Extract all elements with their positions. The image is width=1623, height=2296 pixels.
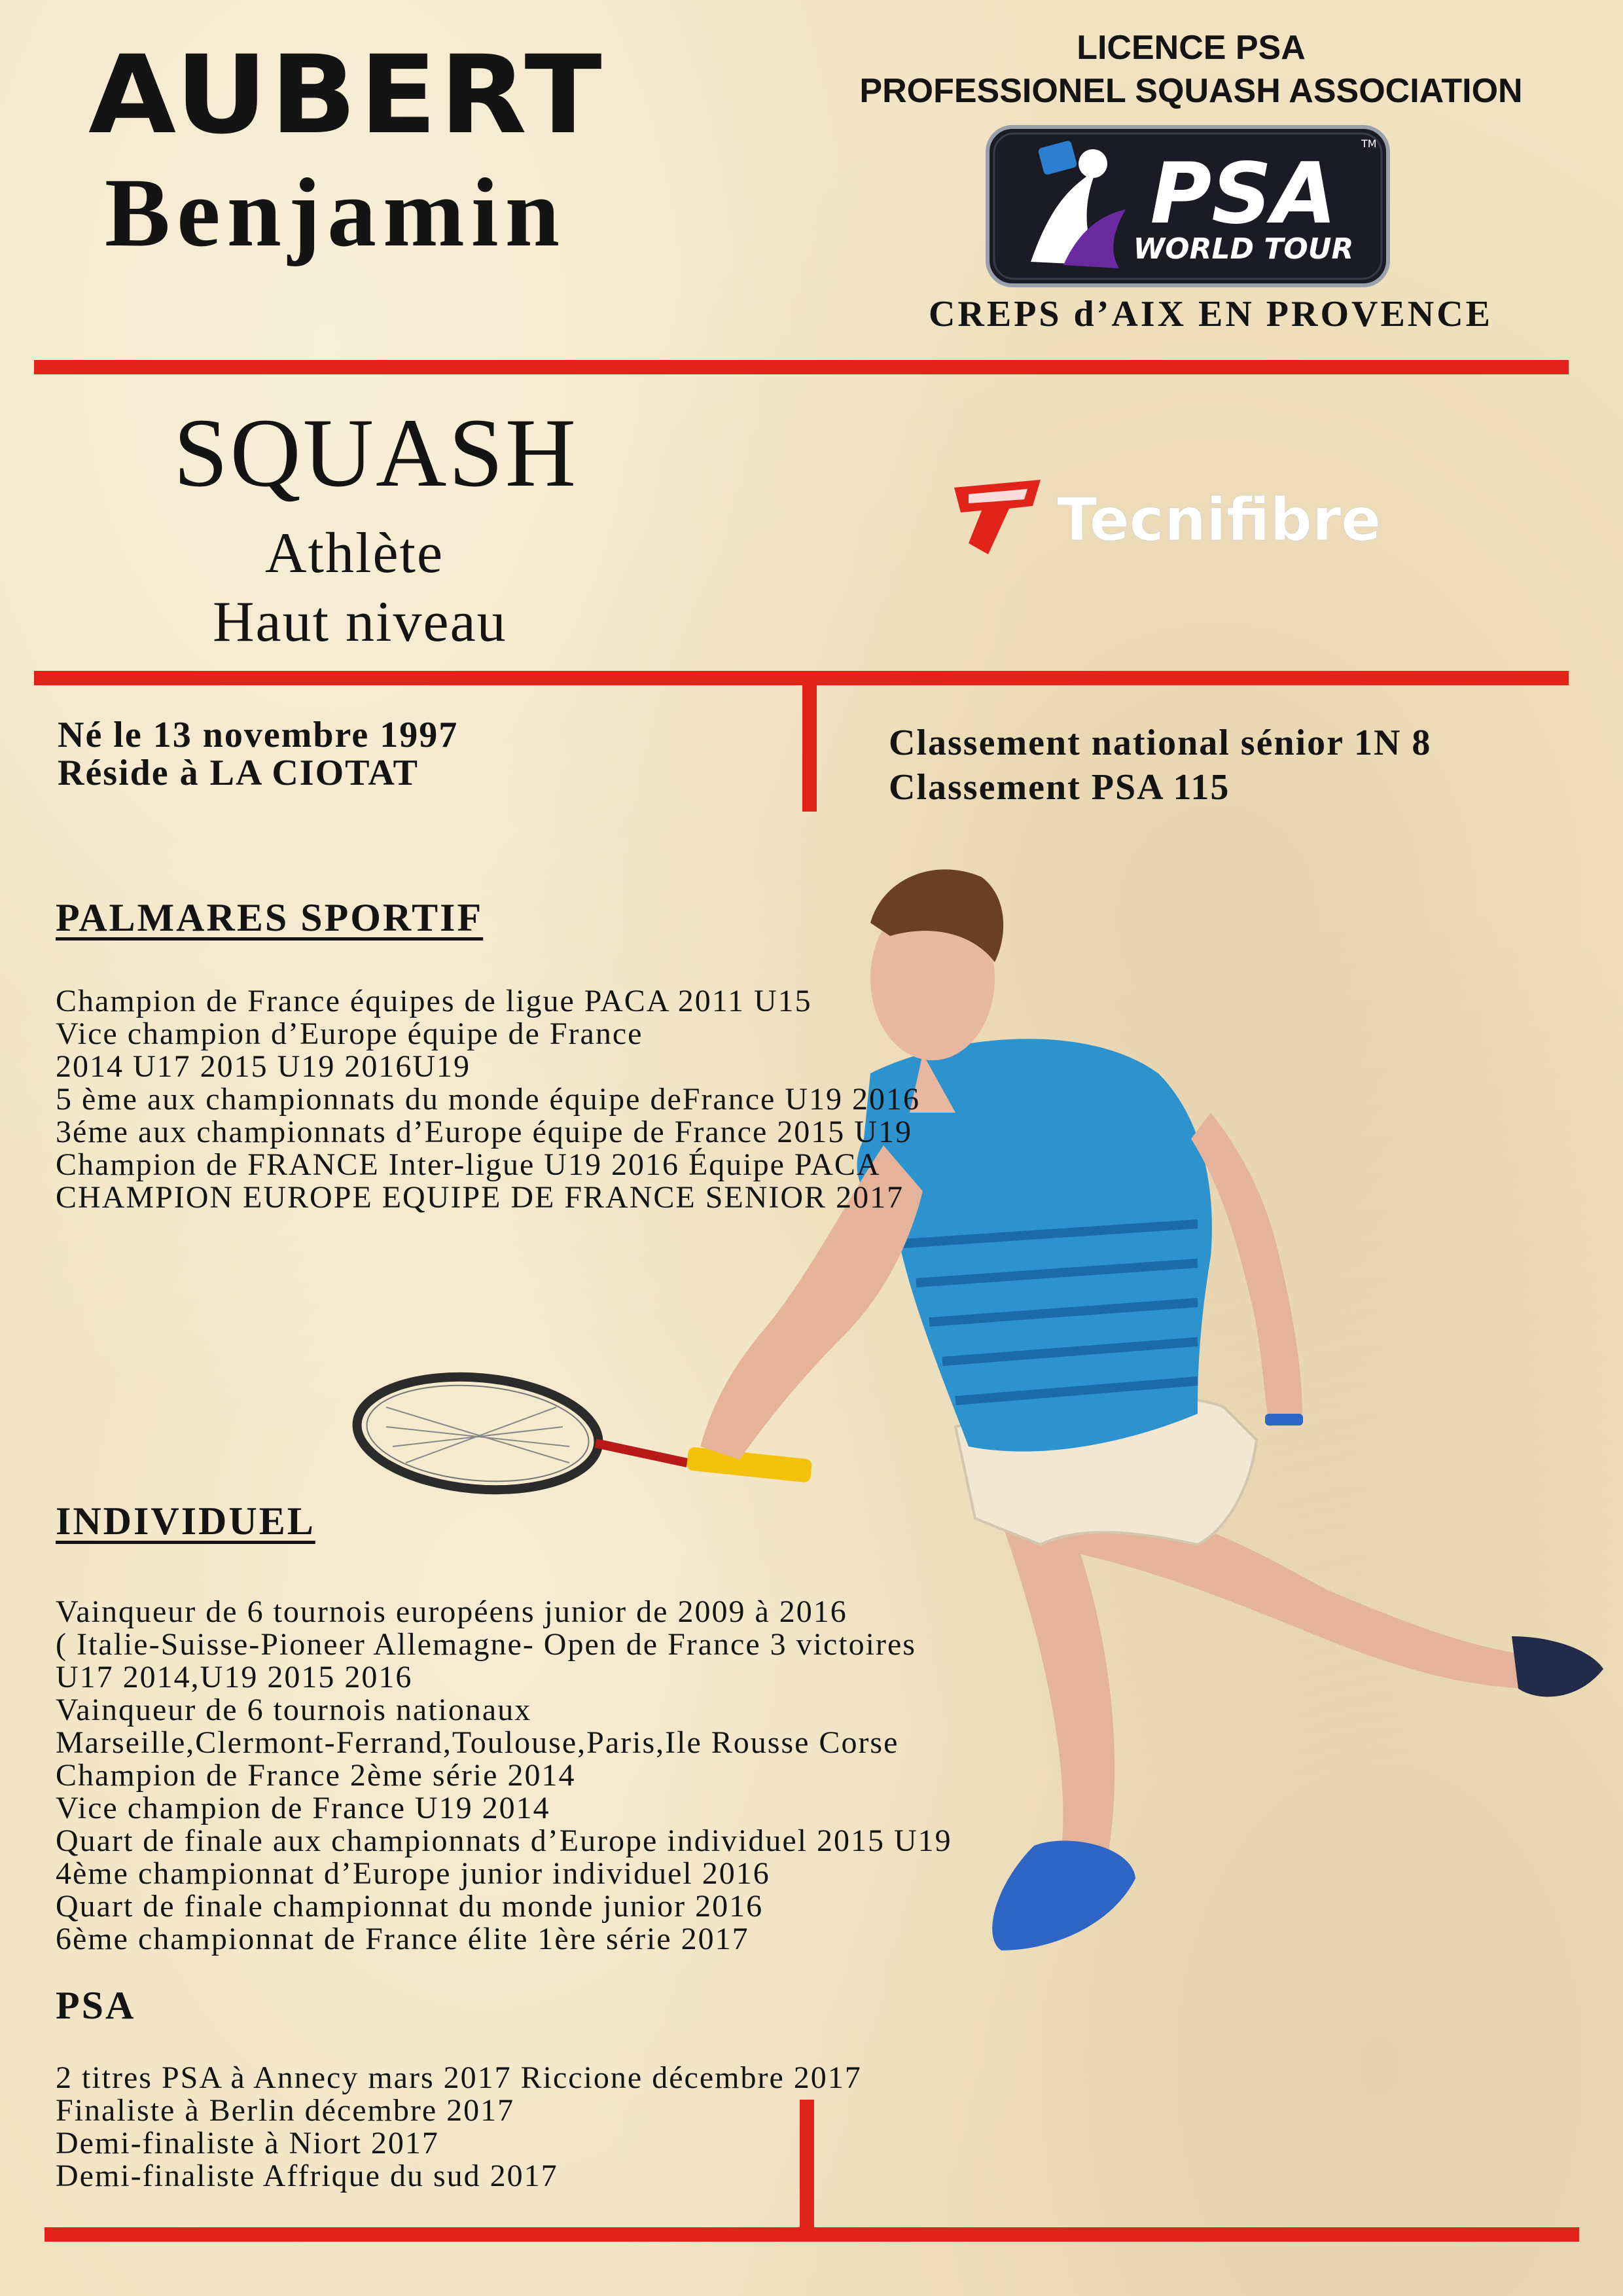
divider-vertical-top [802, 681, 817, 812]
list-item: Demi-finaliste à Niort 2017 [56, 2126, 439, 2161]
first-name: Benjamin [105, 158, 567, 267]
list-item: Vainqueur de 6 tournois nationaux [56, 1693, 532, 1727]
licence-line-1: LICENCE PSA [1077, 29, 1306, 67]
psa-heading: PSA [56, 1984, 136, 2027]
list-item: Quart de finale championnat du monde junior 2016 [56, 1889, 764, 1924]
tecnifibre-logo [949, 475, 1466, 560]
list-item: Vainqueur de 6 tournois européens junior de 2009 à 2016 [56, 1594, 847, 1629]
list-item: Champion de France équipes de ligue PACA 2011 U15 [56, 984, 812, 1018]
athlete-label: Athlète [265, 522, 444, 585]
trademark-text: TM [1361, 137, 1377, 150]
divider-vertical-bottom [800, 2100, 814, 2234]
divider-bottom [45, 2227, 1579, 2242]
licence-line-2: PROFESSIONEL SQUASH ASSOCIATION [859, 72, 1523, 110]
residence: Réside à LA CIOTAT [58, 753, 419, 793]
list-item: 4ème championnat d’Europe junior individuel 2016 [56, 1856, 770, 1891]
list-item: 6ème championnat de France élite 1ère série 2017 [56, 1922, 749, 1956]
list-item: Demi-finaliste Affrique du sud 2017 [56, 2159, 558, 2193]
list-item: Vice champion d’Europe équipe de France [56, 1016, 643, 1051]
list-item: Champion de FRANCE Inter-ligue U19 2016 Équipe PACA [56, 1147, 881, 1182]
tecnifibre-mark-icon [954, 480, 1041, 554]
world-tour-text: WORLD TOUR [1133, 232, 1354, 266]
sport-title: SQUASH [173, 399, 579, 507]
divider-middle [34, 671, 1569, 685]
individuel-heading: INDIVIDUEL [56, 1499, 315, 1543]
list-item: 2014 U17 2015 U19 2016U19 [56, 1049, 471, 1084]
list-item: U17 2014,U19 2015 2016 [56, 1660, 413, 1695]
psa-list [56, 2062, 862, 2193]
list-item: Quart de finale aux championnats d’Europe individuel 2015 U19 [56, 1823, 952, 1858]
psa-logo-text: PSA [1150, 145, 1337, 243]
list-item: 2 titres PSA à Annecy mars 2017 Riccione décembre 2017 [56, 2060, 862, 2095]
list-item: CHAMPION EUROPE EQUIPE DE FRANCE SENIOR 2017 [56, 1180, 904, 1215]
list-item: 3éme aux championnats d’Europe équipe de France 2015 U19 [56, 1115, 912, 1149]
list-item: Vice champion de France U19 2014 [56, 1791, 550, 1825]
psa-world-tour-logo [985, 124, 1391, 288]
list-item: Champion de France 2ème série 2014 [56, 1758, 576, 1793]
list-item: 5 ème aux championnats du monde équipe deFrance U19 2016 [56, 1082, 920, 1117]
individuel-list [56, 1596, 952, 1956]
licence-header [825, 26, 1558, 113]
ranking-national: Classement national sénior 1N 8 [889, 723, 1432, 763]
list-item: Marseille,Clermont-Ferrand,Toulouse,Paris,Ile Rousse Corse [56, 1725, 899, 1760]
palmares-heading: PALMARES SPORTIF [56, 896, 484, 939]
birth-date: Né le 13 novembre 1997 [58, 715, 459, 755]
sponsor-name: Tecnifibre [1057, 486, 1382, 554]
last-name: AUBERT [88, 32, 605, 158]
palmares-list [56, 985, 920, 1214]
list-item: ( Italie-Suisse-Pioneer Allemagne- Open de France 3 victoires [56, 1627, 916, 1662]
list-item: Finaliste à Berlin décembre 2017 [56, 2093, 515, 2128]
club-name: CREPS d’AIX EN PROVENCE [928, 294, 1493, 334]
level-label: Haut niveau [213, 590, 507, 654]
divider-top [34, 360, 1569, 374]
ranking-psa: Classement PSA 115 [889, 767, 1230, 808]
